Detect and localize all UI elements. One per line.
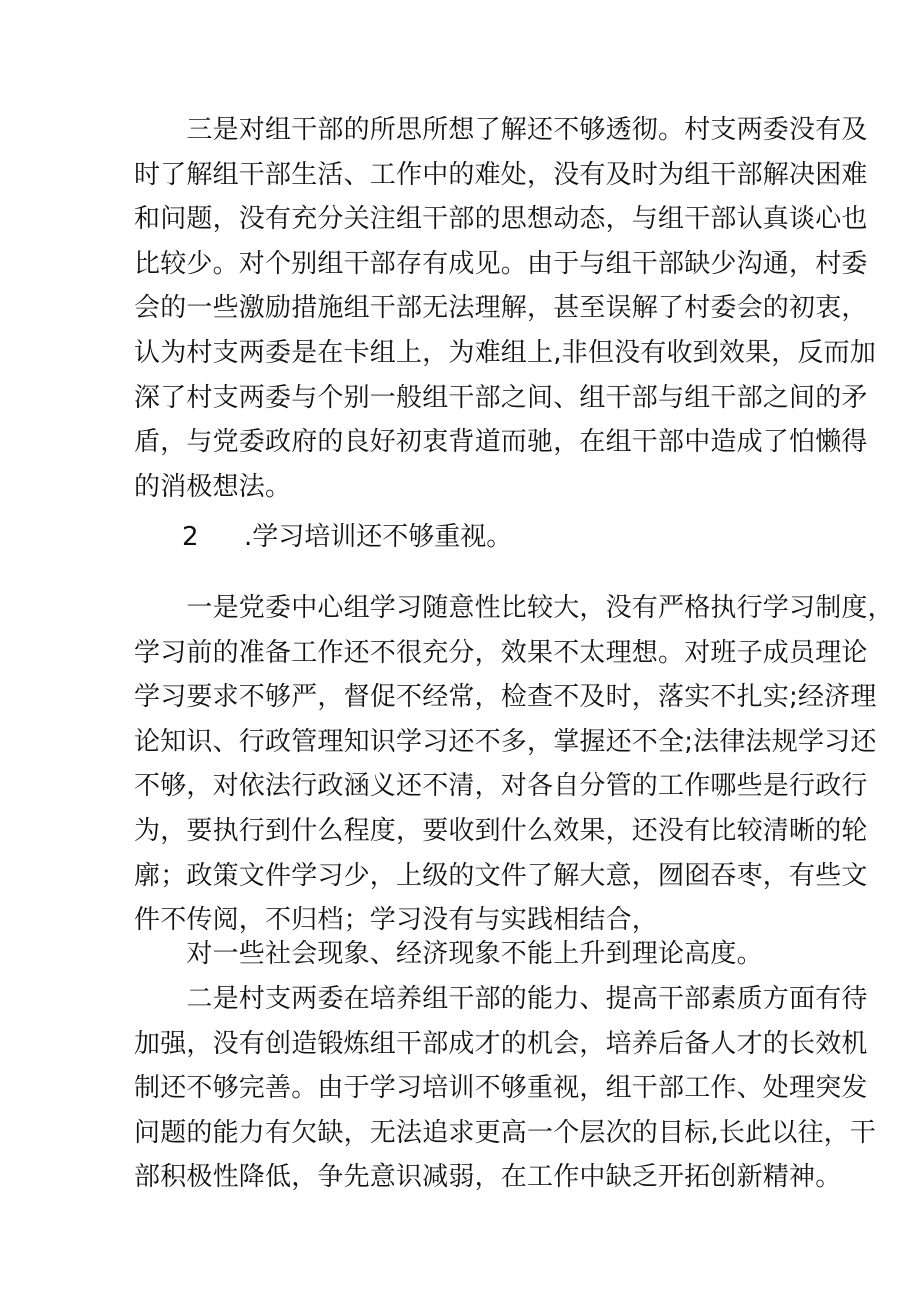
text-line: 认为村支两委是在卡组上，为难组上,非但没有收到效果，反而加 (134, 337, 877, 368)
paragraph-1 (134, 108, 877, 509)
paragraph-3 (134, 932, 804, 977)
text-line: 制还不够完善。由于学习培训不够重视，组干部工作、处理突发 (134, 1073, 868, 1104)
text-line: 盾，与党委政府的良好初衷背道而驰，在组干部中造成了怕懒得 (134, 427, 868, 458)
text-line: 问题的能力有欠缺，无法追求更高一个层次的目标,长此以往，干 (134, 1117, 877, 1148)
text-line: 为，要执行到什么程度，要收到什么效果，还没有比较清晰的轮 (134, 815, 868, 846)
text-line: 和问题，没有充分关注组干部的思想动态，与组干部认真谈心也 (134, 204, 868, 235)
text-line: 论知识、行政管理知识学习还不多，掌握还不全;法律法规学习还 (134, 726, 877, 757)
text-line: 一是党委中心组学习随意性比较大，没有严格执行学习制度， (134, 593, 894, 623)
section-number: 2 (182, 522, 199, 552)
text-line: 部积极性降低，争先意识减弱，在工作中缺乏开拓创新精神。 (134, 1162, 842, 1193)
text-line: 会的一些激励措施组干部无法理解，甚至误解了村委会的初衷， (134, 293, 868, 324)
text-line: 三是对组干部的所思所想了解还不够透彻。村支两委没有及 (134, 115, 868, 145)
section-title: .学习培训还不够重视。 (244, 522, 513, 552)
text-line: 深了村支两委与个别一般组干部之间、组干部与组干部之间的矛 (134, 382, 868, 413)
text-line: 学习要求不够严，督促不经常，检查不及时，落实不扎实;经济理 (134, 682, 877, 713)
text-line: 件不传阅，不归档；学习没有与实践相结合， (134, 905, 659, 936)
text-line: 对一些社会现象、经济现象不能上升到理论高度。 (134, 939, 763, 969)
paragraph-4 (134, 977, 877, 1200)
text-line: 廓；政策文件学习少，上级的文件了解大意，囫囵吞枣，有些文 (134, 860, 868, 891)
text-line: 学习前的准备工作还不很充分，效果不太理想。对班子成员理论 (134, 637, 868, 668)
text-line: 不够，对依法行政涵义还不清，对各自分管的工作哪些是行政行 (134, 771, 868, 802)
text-line: 时了解组干部生活、工作中的难处，没有及时为组干部解决困难 (134, 159, 868, 190)
text-line: 的消极想法。 (134, 471, 292, 502)
paragraph-2 (134, 586, 894, 943)
text-line: 加强，没有创造锻炼组干部成才的机会，培养后备人才的长效机 (134, 1028, 868, 1059)
text-line: 二是村支两委在培养组干部的能力、提高干部素质方面有待 (134, 984, 868, 1014)
text-line: 比较少。对个别组干部存有成见。由于与组干部缺少沟通，村委 (134, 248, 868, 279)
section-heading (182, 515, 512, 559)
